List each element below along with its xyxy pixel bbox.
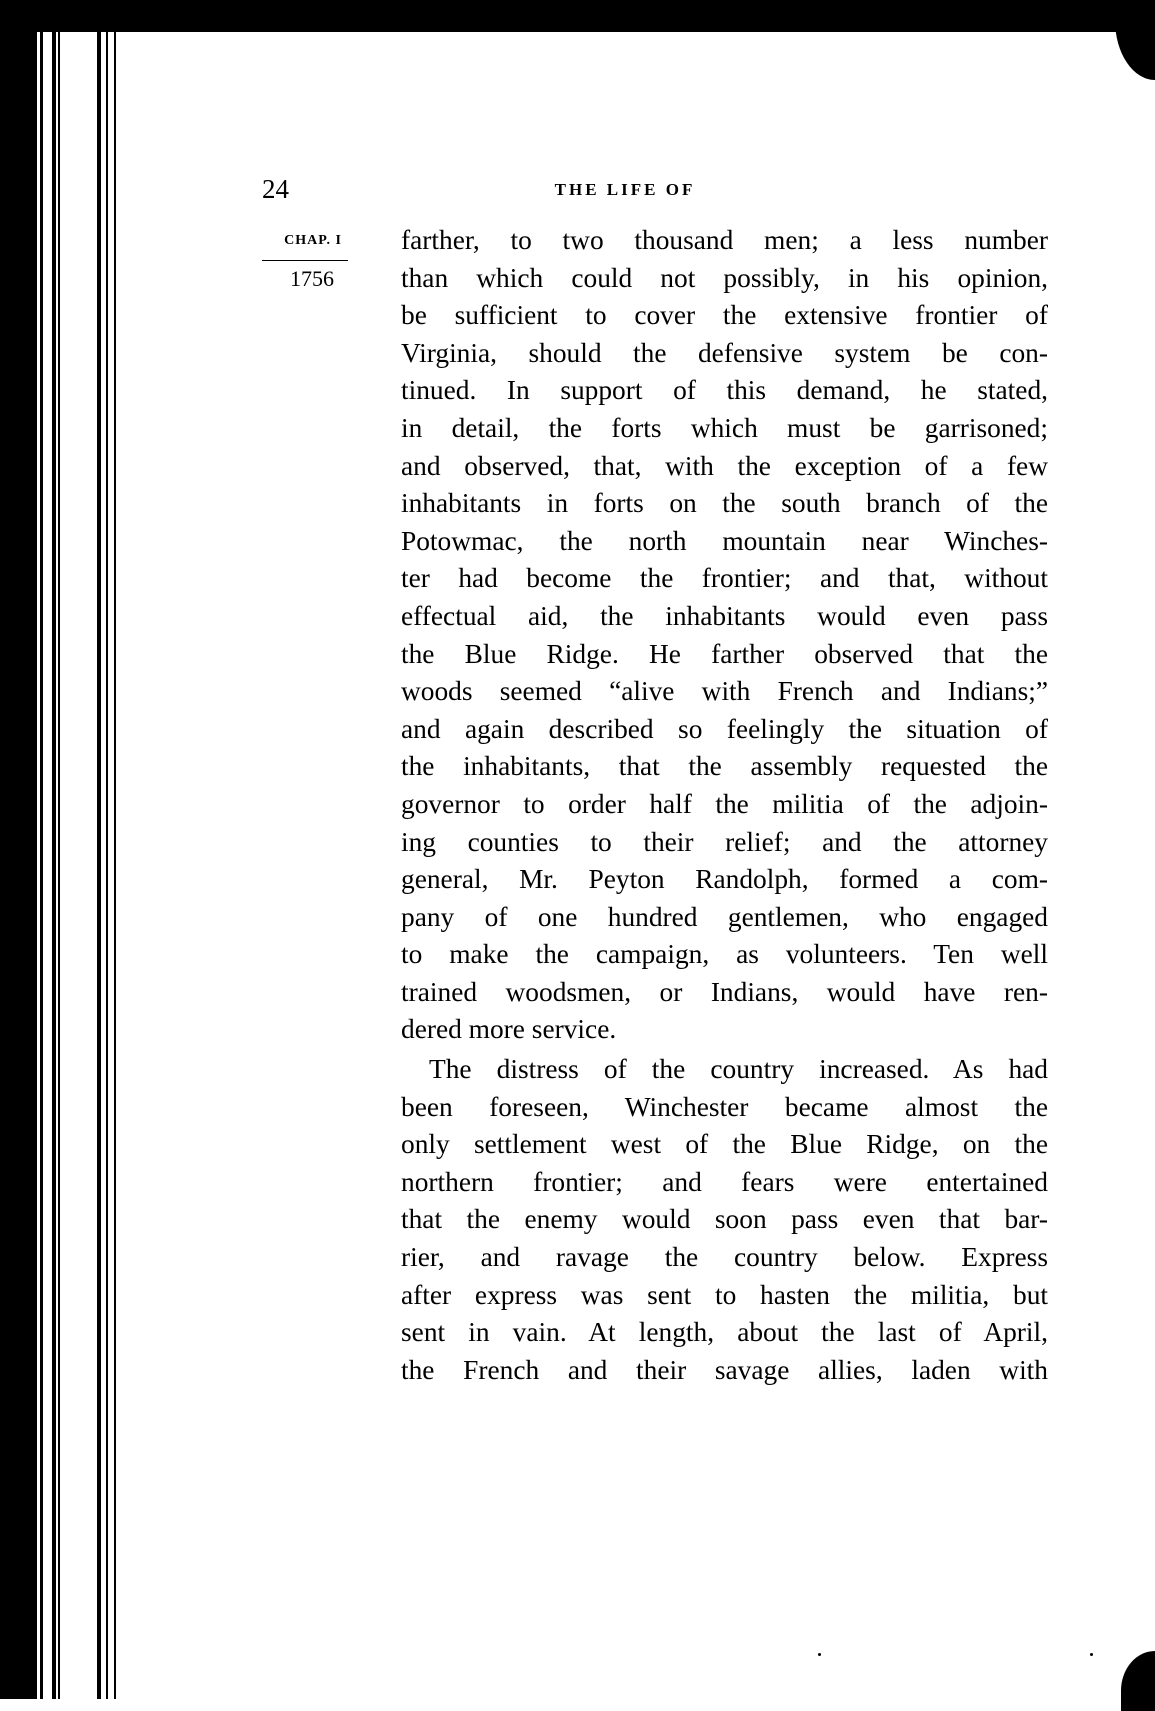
text-line: dered more service.	[401, 1014, 617, 1045]
text-line: the inhabitants, that the assembly requested the	[401, 751, 1048, 782]
paragraph	[401, 1051, 1048, 1389]
text-line: Potowmac, the north mountain near Winches-	[401, 525, 1048, 556]
text-line: farther, to two thousand men; a less number	[401, 225, 1048, 255]
text-line: general, Mr. Peyton Randolph, formed a com-	[401, 864, 1048, 895]
text-line: to make the campaign, as volunteers. Ten well	[401, 939, 1048, 970]
text-line: be sufficient to cover the extensive frontier of	[401, 300, 1048, 331]
scan-corner-shadow-top	[1115, 0, 1155, 80]
margin-rule	[262, 260, 348, 261]
text-line: than which could not possibly, in his opinion,	[401, 262, 1048, 293]
page-number: 24	[262, 174, 289, 204]
scan-speck	[818, 1653, 821, 1656]
text-line: effectual aid, the inhabitants would even pass	[401, 600, 1048, 631]
scan-speck	[1090, 1653, 1093, 1656]
text-line: the French and their savage allies, laden with	[401, 1354, 1048, 1385]
binding-line	[114, 30, 116, 1699]
text-line: been foreseen, Winchester became almost the	[401, 1091, 1048, 1122]
text-line: ing counties to their relief; and the attorney	[401, 826, 1048, 857]
text-line: inhabitants in forts on the south branch of the	[401, 488, 1048, 519]
text-line: Virginia, should the defensive system be con-	[401, 337, 1048, 368]
text-line: pany of one hundred gentlemen, who engaged	[401, 901, 1048, 932]
text-line: trained woodsmen, or Indians, would have ren-	[401, 976, 1048, 1007]
binding-line	[58, 30, 60, 1699]
binding-line	[106, 30, 108, 1699]
text-line: woods seemed “alive with French and Indians;”	[401, 676, 1048, 707]
text-line: rier, and ravage the country below. Express	[401, 1242, 1048, 1273]
running-head: THE LIFE OF	[554, 180, 696, 199]
margin-chapter-label: CHAP. I	[284, 233, 342, 248]
text-line: the Blue Ridge. He farther observed that the	[401, 638, 1048, 669]
body-text	[401, 222, 1048, 1389]
text-line: sent in vain. At length, about the last of April,	[401, 1317, 1048, 1348]
book-binding-edge	[0, 0, 120, 1711]
text-line: only settlement west of the Blue Ridge, on the	[401, 1129, 1048, 1160]
paragraph	[401, 222, 1048, 1049]
text-line: governor to order half the militia of the adjoin-	[401, 788, 1048, 819]
text-line: that the enemy would soon pass even that bar-	[401, 1204, 1048, 1235]
text-line: in detail, the forts which must be garrisoned;	[401, 412, 1048, 443]
margin-year: 1756	[290, 266, 334, 291]
text-line: ter had become the frontier; and that, without	[401, 563, 1048, 594]
text-line: The distress of the country increased. As had	[429, 1054, 1048, 1085]
text-line: and again described so feelingly the situation of	[401, 713, 1048, 744]
text-line: tinued. In support of this demand, he stated,	[401, 375, 1048, 406]
text-line: and observed, that, with the exception of a few	[401, 450, 1048, 481]
binding-line	[52, 30, 56, 1699]
scan-top-border	[0, 0, 1155, 32]
margin-note	[262, 232, 348, 291]
text-line: northern frontier; and fears were entertained	[401, 1166, 1048, 1197]
binding-dark-strip	[0, 30, 37, 1699]
binding-line	[40, 30, 43, 1699]
binding-line	[97, 30, 101, 1699]
scan-corner-shadow-bottom	[1121, 1651, 1155, 1711]
text-line: after express was sent to hasten the militia, but	[401, 1279, 1048, 1310]
